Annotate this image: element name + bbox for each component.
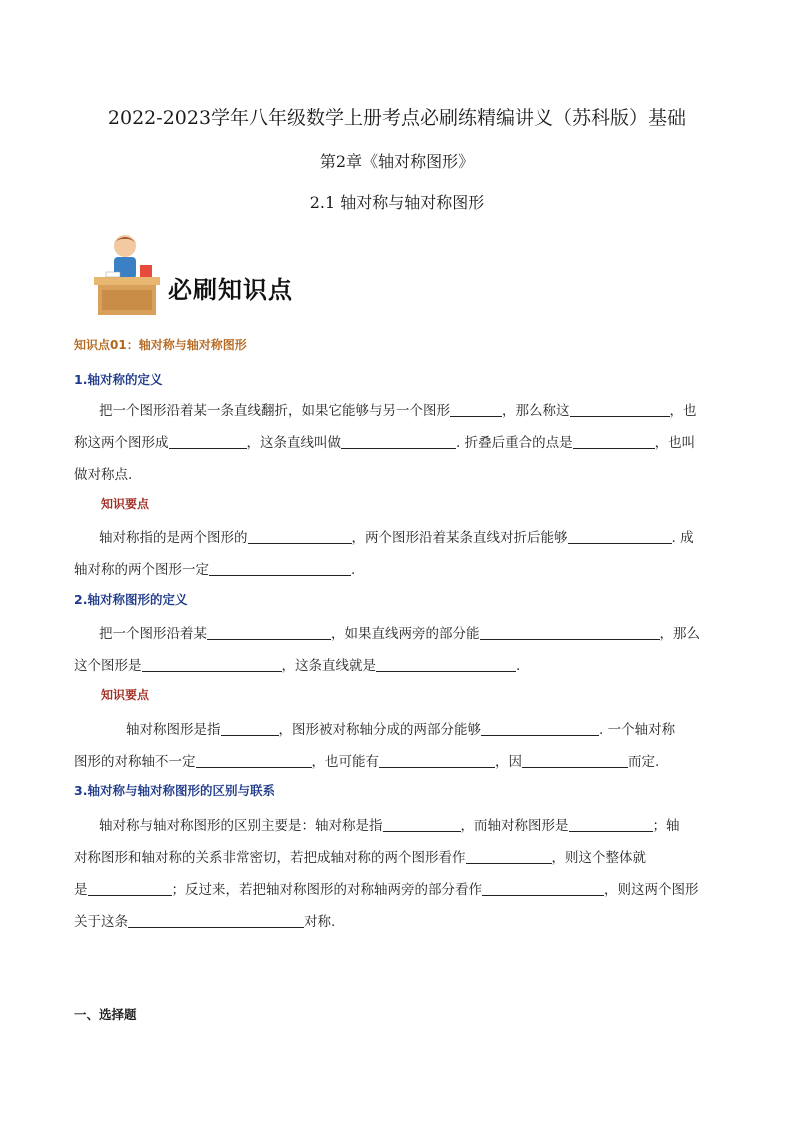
answer-blank[interactable] — [383, 817, 461, 832]
answer-blank[interactable] — [196, 753, 312, 768]
s3-line-4: 关于这条 对称. — [74, 914, 336, 930]
document-title: 2022-2023学年八年级数学上册考点必刷练精编讲义（苏科版）基础 — [107, 107, 687, 129]
answer-blank[interactable] — [481, 721, 599, 736]
part-one-heading: 一、选择题 — [74, 1007, 137, 1022]
s1-line-2: 称这两个图形成 ，这条直线叫做 . 折叠后重合的点是 ，也叫 — [74, 435, 696, 451]
s3-line-1: 轴对称与轴对称图形的区别主要是：轴对称是指 ，而轴对称图形是 ；轴 — [99, 818, 680, 834]
s1-line-1: 把一个图形沿着某一条直线翻折，如果它能够与另一个图形 ，那么称这 ，也 — [99, 403, 697, 419]
answer-blank[interactable] — [169, 434, 247, 449]
answer-blank[interactable] — [341, 434, 456, 449]
section-title: 2.1 轴对称与轴对称图形 — [309, 193, 485, 212]
answer-blank[interactable] — [221, 721, 279, 736]
answer-blank[interactable] — [569, 817, 653, 832]
banner-title: 必刷知识点 — [168, 276, 293, 304]
chapter-title: 第2章《轴对称图形》 — [319, 152, 475, 171]
answer-blank[interactable] — [482, 881, 604, 896]
answer-blank[interactable] — [209, 561, 351, 576]
s1-tip-line-1: 轴对称指的是两个图形的 ，两个图形沿着某条直线对折后能够 . 成 — [99, 530, 694, 546]
s2-line-2: 这个图形是 ，这条直线就是 . — [74, 658, 521, 674]
answer-blank[interactable] — [142, 657, 282, 672]
answer-blank[interactable] — [573, 434, 655, 449]
s2-tip-line-1: 轴对称图形是指 ，图形被对称轴分成的两部分能够 . 一个轴对称 — [126, 722, 676, 738]
answer-blank[interactable] — [480, 625, 660, 640]
answer-blank[interactable] — [376, 657, 516, 672]
s2-line-1: 把一个图形沿着某 ，如果直线两旁的部分能 ，那么 — [99, 626, 700, 642]
tip-heading: 知识要点 — [101, 497, 150, 511]
answer-blank[interactable] — [466, 849, 552, 864]
s3-line-2: 对称图形和轴对称的关系非常密切，若把成轴对称的两个图形看作 ，则这个整体就 — [74, 850, 646, 866]
knowledge-point-heading: 知识点01：轴对称与轴对称图形 — [74, 338, 247, 352]
answer-blank[interactable] — [207, 625, 331, 640]
answer-blank[interactable] — [128, 913, 304, 928]
s1-tip-line-2: 轴对称的两个图形一定 . — [74, 562, 356, 578]
s2-tip-line-2: 图形的对称轴不一定 ，也可能有 ，因 而定. — [74, 754, 660, 770]
answer-blank[interactable] — [450, 402, 502, 417]
s1-line-3: 做对称点. — [74, 467, 133, 483]
answer-blank[interactable] — [248, 529, 352, 544]
answer-blank[interactable] — [88, 881, 172, 896]
answer-blank[interactable] — [568, 529, 672, 544]
answer-blank[interactable] — [379, 753, 495, 768]
section-1-heading: 1.轴对称的定义 — [74, 372, 163, 387]
section-3-heading: 3.轴对称与轴对称图形的区别与联系 — [74, 783, 275, 798]
answer-blank[interactable] — [570, 402, 670, 417]
answer-blank[interactable] — [522, 753, 628, 768]
section-2-heading: 2.轴对称图形的定义 — [74, 592, 188, 607]
tip-heading: 知识要点 — [101, 688, 150, 702]
s3-line-3: 是 ；反过来，若把轴对称图形的对称轴两旁的部分看作 ，则这两个图形 — [74, 882, 699, 898]
